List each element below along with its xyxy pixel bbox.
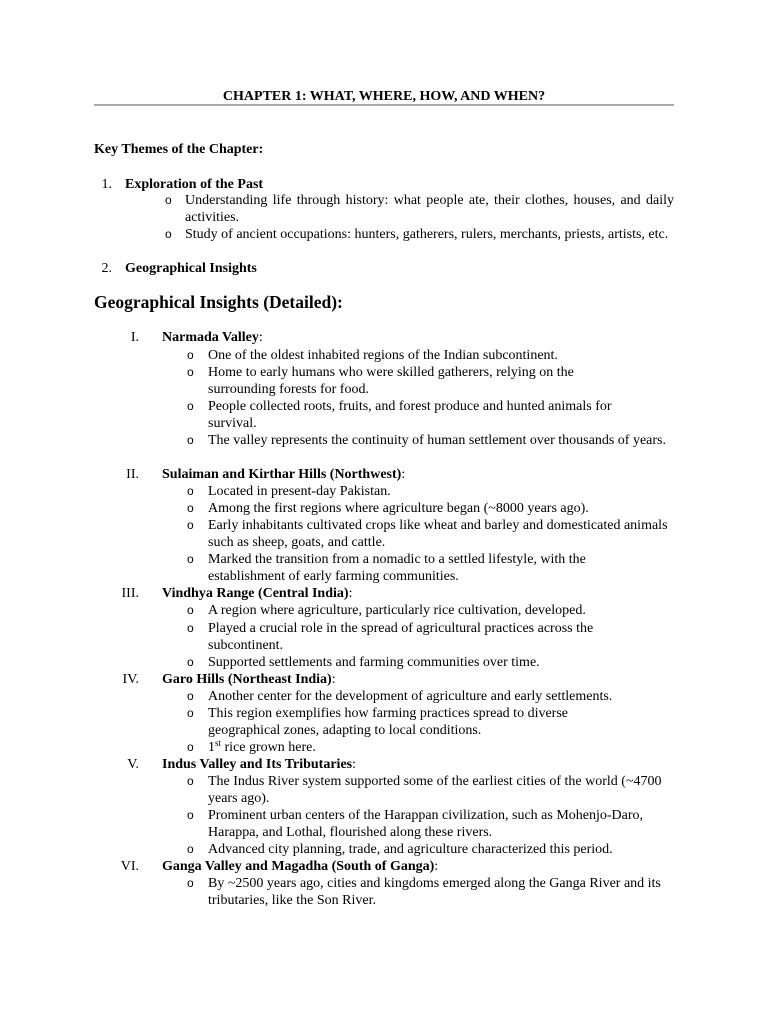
list-item: A region where agriculture, particularly rice cultivation, developed. bbox=[208, 603, 586, 618]
list-item-text: rice grown here. bbox=[221, 740, 316, 755]
list-item: The Indus River system supported some of the earliest cities of the world (~4700 years ago). bbox=[208, 774, 662, 806]
bullet-icon: o bbox=[187, 876, 194, 890]
roman-numeral: I. bbox=[130, 330, 139, 345]
section-title-label: Vindhya Range (Central India) bbox=[162, 586, 349, 601]
roman-numeral: III. bbox=[121, 586, 139, 601]
list-item: Prominent urban centers of the Harappan civilization, such as Mohenjo-Daro, Harappa, and Lothal, flourished along these rivers. bbox=[208, 808, 644, 840]
list-item: This region exemplifies how farming practices spread to diverse geographical zones, adapting to local conditions. bbox=[208, 706, 568, 738]
section-title-label: Sulaiman and Kirthar Hills (Northwest) bbox=[162, 467, 402, 482]
colon: : bbox=[401, 467, 406, 482]
list-item: Supported settlements and farming communities over time. bbox=[208, 655, 540, 670]
bullet-icon: o bbox=[187, 365, 194, 379]
bullet-icon: o bbox=[187, 689, 194, 703]
bullet-icon: o bbox=[187, 842, 194, 856]
list-item: The valley represents the continuity of human settlement over thousands of years. bbox=[208, 433, 666, 448]
list-item: Another center for the development of agriculture and early settlements. bbox=[208, 689, 613, 704]
title-underline bbox=[94, 104, 674, 106]
list-item: Played a crucial role in the spread of agricultural practices across the subcontinent. bbox=[208, 621, 594, 653]
bullet-icon: o bbox=[187, 399, 194, 413]
key-themes-heading: Key Themes of the Chapter: bbox=[94, 142, 264, 157]
ordinal-number: 1 bbox=[208, 740, 215, 755]
list-item-label: Geographical Insights bbox=[125, 261, 257, 276]
list-item: One of the oldest inhabited regions of the Indian subcontinent. bbox=[208, 348, 558, 363]
section-title bbox=[162, 466, 405, 483]
section-title bbox=[162, 329, 263, 346]
list-item-label: Exploration of the Past bbox=[125, 177, 264, 192]
bullet-icon: o bbox=[187, 552, 194, 566]
section-title bbox=[162, 756, 356, 773]
list-item bbox=[208, 739, 316, 756]
bullet-icon: o bbox=[187, 433, 194, 447]
section-title-label: Narmada Valley bbox=[162, 330, 259, 345]
bullet-icon: o bbox=[165, 227, 172, 241]
roman-numeral: II. bbox=[126, 467, 139, 482]
list-item: Among the first regions where agriculture began (~8000 years ago). bbox=[208, 501, 589, 516]
bullet-icon: o bbox=[187, 501, 194, 515]
list-item: Advanced city planning, trade, and agriculture characterized this period. bbox=[208, 842, 613, 857]
colon: : bbox=[352, 757, 356, 772]
bullet-icon: o bbox=[187, 740, 194, 754]
roman-numeral: VI. bbox=[120, 859, 139, 874]
section-title-label: Ganga Valley and Magadha (South of Ganga) bbox=[162, 859, 435, 874]
bullet-icon: o bbox=[187, 484, 194, 498]
section-title-label: Garo Hills (Northeast India) bbox=[162, 672, 332, 687]
colon: : bbox=[348, 586, 353, 601]
bullet-icon: o bbox=[187, 706, 194, 720]
list-number: 2. bbox=[101, 261, 112, 276]
list-number: 1. bbox=[101, 177, 112, 192]
list-item: Home to early humans who were skilled gatherers, relying on the surrounding forests for food. bbox=[208, 365, 574, 397]
bullet-icon: o bbox=[187, 603, 194, 617]
section-heading: Geographical Insights (Detailed): bbox=[94, 292, 343, 312]
list-item: Understanding life through history: what people ate, their clothes, houses, and daily activities. bbox=[185, 193, 674, 225]
bullet-icon: o bbox=[187, 621, 194, 635]
list-item: By ~2500 years ago, cities and kingdoms emerged along the Ganga River and its tributaries, like the Son River. bbox=[208, 876, 661, 908]
section-title-label: Indus Valley and Its Tributaries bbox=[162, 757, 353, 772]
colon: : bbox=[331, 672, 336, 687]
section-title bbox=[162, 858, 438, 875]
colon: : bbox=[258, 330, 263, 345]
section-title bbox=[162, 585, 352, 602]
bullet-icon: o bbox=[187, 774, 194, 788]
list-item: People collected roots, fruits, and forest produce and hunted animals for survival. bbox=[208, 399, 612, 431]
list-item: Marked the transition from a nomadic to a settled lifestyle, with the establishment of early farming communities. bbox=[208, 552, 586, 584]
ordinal-suffix: st bbox=[215, 738, 222, 748]
roman-numeral: IV. bbox=[122, 672, 139, 687]
bullet-icon: o bbox=[187, 518, 194, 532]
list-item: Study of ancient occupations: hunters, gatherers, rulers, merchants, priests, artists, etc. bbox=[185, 227, 669, 242]
roman-numeral: V. bbox=[127, 757, 139, 772]
list-item: Located in present-day Pakistan. bbox=[208, 484, 391, 499]
page-title: CHAPTER 1: WHAT, WHERE, HOW, AND WHEN? bbox=[222, 89, 546, 104]
section-title bbox=[162, 671, 336, 688]
bullet-icon: o bbox=[187, 808, 194, 822]
colon: : bbox=[434, 859, 439, 874]
bullet-icon: o bbox=[187, 348, 194, 362]
bullet-icon: o bbox=[187, 655, 194, 669]
list-item: Early inhabitants cultivated crops like wheat and barley and domesticated animals such as sheep, goats, and cattle. bbox=[208, 518, 668, 550]
bullet-icon: o bbox=[165, 193, 172, 207]
